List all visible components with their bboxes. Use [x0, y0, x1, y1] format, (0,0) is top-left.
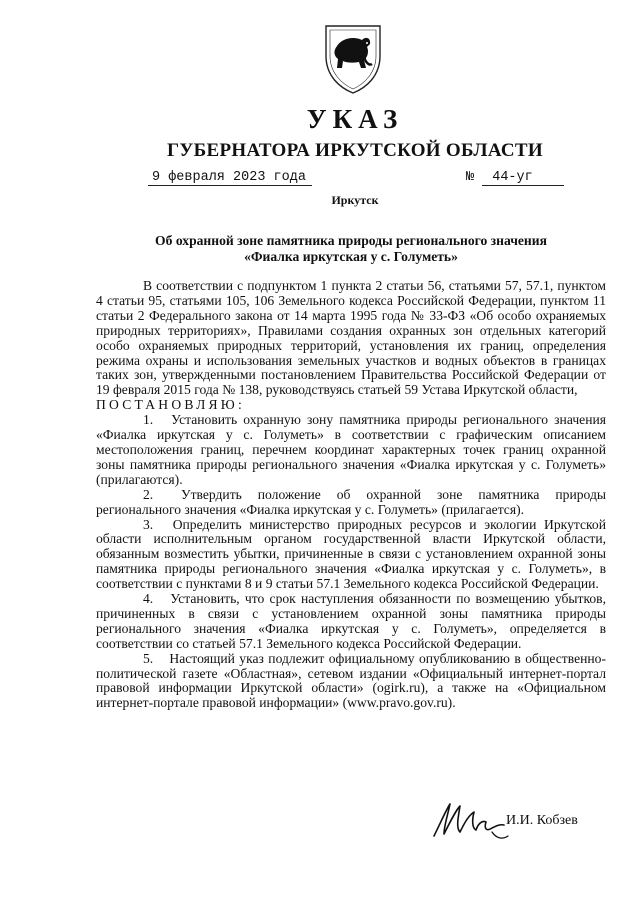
decree-heading-line-2: «Фиалка иркутская у с. Голуметь» — [244, 249, 458, 264]
decree-item — [96, 488, 606, 518]
item-text: Установить, что срок наступления обязанности по возмещению убытков, причиненных в связи с установлением охранной зоны памятника природы регионального значения «Фиалка иркутская у с. Голуметь», определяется в соответствии со статьей 57.1 Земельного кодекса Российской Федерации. — [96, 591, 606, 651]
decree-issuer: ГУБЕРНАТОРА ИРКУТСКОЙ ОБЛАСТИ — [167, 140, 543, 161]
item-number: 3. — [143, 516, 154, 532]
decree-number-label: № — [466, 170, 475, 185]
decree-number — [466, 170, 564, 186]
decree-title: УКАЗ — [306, 104, 404, 134]
preamble-paragraph: В соответствии с подпунктом 1 пункта 2 статьи 56, статьями 57, 57.1, пунктом 4 статьи 95, статьями 105, 106 Земельного кодекса Российской Федерации, пунктом 11 статьи 2 Федерального закона от 14 марта 1995 года № 33-ФЗ «Об особо охраняемых природных территориях», Правилами создания охранных зон отдельных категорий особо охраняемых природных территорий, установления их границ, определения режима охраны и использования земельных участков и водных объектов в границах таких зон, утвержденными постановлением Правительства Российской Федерации от 19 февраля 2015 года № 138, руководствуясь статьей 59 Устава Иркутской области, — [96, 278, 606, 398]
item-text: Утвердить положение об охранной зоне памятника природы регионального значения «Фиалка иркутская у с. Голуметь» (прилагается). — [96, 486, 606, 517]
item-number: 5. — [143, 650, 154, 666]
decree-number-value: 44-уг — [482, 170, 564, 186]
item-text: Установить охранную зону памятника природы регионального значения «Фиалка иркутская у с. Голуметь» в соответствии с графическим описанием местоположения границ, перечнем координат характерных точек границ охранной зоны памятника природы регионального значения «Фиалка иркутская у с. Голуметь» (прилагаются). — [96, 412, 606, 487]
item-number: 2. — [143, 486, 154, 502]
handwritten-signature-icon — [430, 798, 512, 842]
decree-date: 9 февраля 2023 года — [148, 170, 312, 186]
signatory-name: И.И. Кобзев — [506, 813, 578, 828]
decree-item — [96, 413, 606, 488]
item-text: Определить министерство природных ресурсов и экологии Иркутской области исполнительным органом государственной власти Иркутской области, обязанным возместить убытки, причиненные в связи с установлением охранной зоны памятника природы регионального значения «Фиалка иркутская у с. Голуметь», в соответствии с пунктами 8 и 9 статьи 57.1 Земельного кодекса Российской Федерации. — [96, 516, 606, 592]
irkutsk-coat-of-arms-icon — [320, 16, 386, 96]
decree-word: ПОСТАНОВЛЯЮ: — [96, 397, 245, 413]
item-number: 1. — [143, 412, 154, 428]
item-number: 4. — [143, 591, 154, 607]
decree-city: Иркутск — [331, 193, 379, 207]
decree-item — [96, 518, 606, 593]
decree-body — [96, 279, 606, 711]
decree-item — [96, 592, 606, 652]
item-text: Настоящий указ подлежит официальному опубликованию в общественно-политической газете «Областная», сетевом издании «Официальный интернет-портал правовой информации Иркутской области» (ogirk.ru), а также на «Официальном интернет-портале правовой информации» (www.pravo.gov.ru). — [96, 650, 606, 711]
decree-item — [96, 652, 606, 712]
decree-heading — [96, 233, 606, 265]
decree-heading-line-1: Об охранной зоне памятника природы регионального значения — [155, 233, 547, 248]
